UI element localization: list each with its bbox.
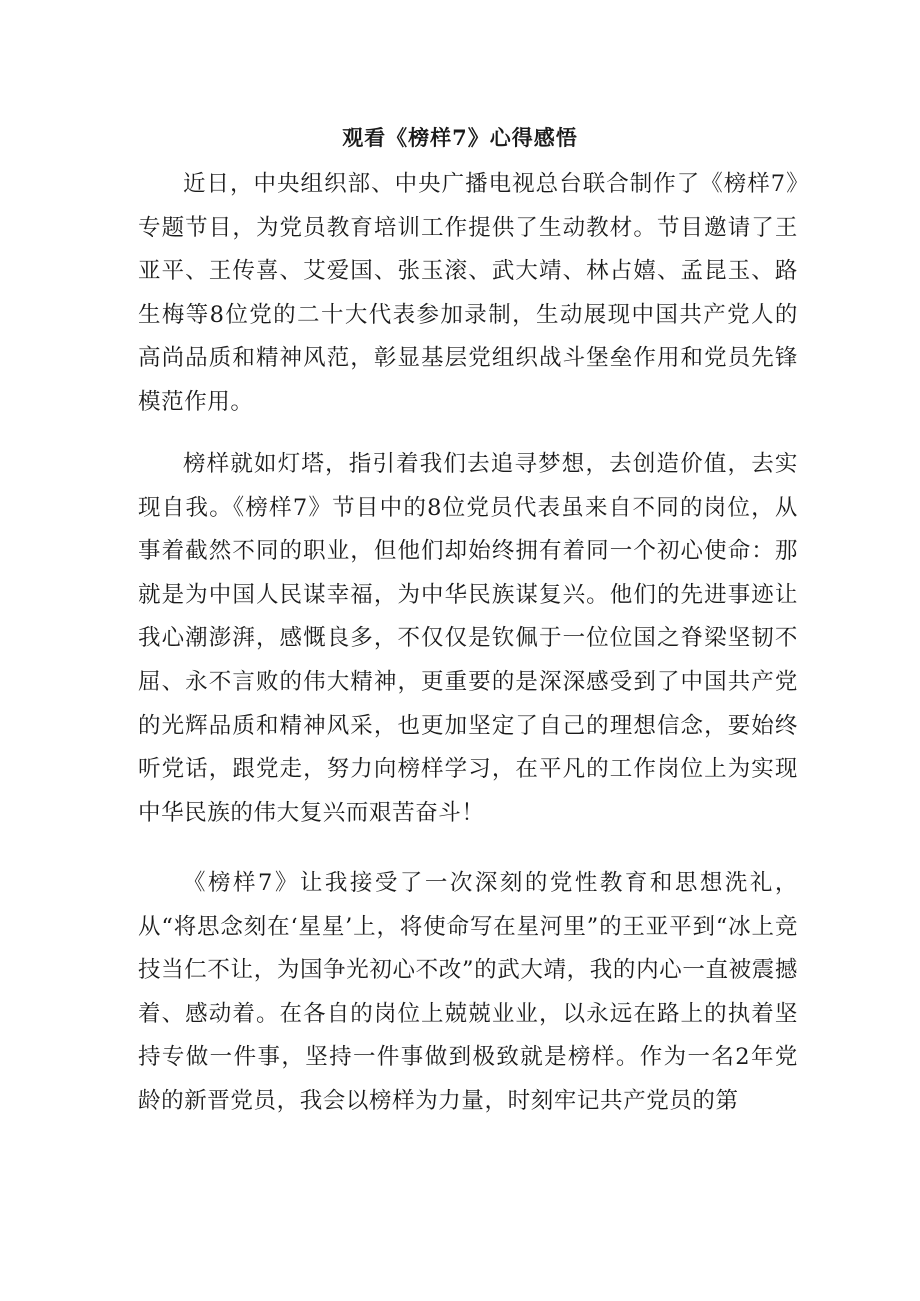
paragraph-role-models: 榜样就如灯塔，指引着我们去追寻梦想，去创造价值，去实现自我。《榜样7》节目中的8位党员代表虽来自不同的岗位，从事着截然不同的职业，但他们却始终拥有着同一个初心使命：那就是为中国人民谋幸福，为中华民族谋复兴。他们的先进事迹让我心潮澎湃，感慨良多，不仅仅是钦佩于一位位国之脊梁坚韧不屈、永不言败的伟大精神，更重要的是深深感受到了中国共产党的光辉品质和精神风采，也更加坚定了自己的理想信念，要始终听党话，跟党走，努力向榜样学习，在平凡的工作岗位上为实现中华民族的伟大复兴而艰苦奋斗！ <box>138 451 798 826</box>
paragraph-intro: 近日，中央组织部、中央广播电视总台联合制作了《榜样7》专题节目，为党员教育培训工作提供了生动教材。节目邀请了王亚平、王传喜、艾爱国、张玉滚、武大靖、林占嬉、孟昆玉、路生梅等8位党的二十大代表参加录制，生动展现中国共产党人的高尚品质和精神风范，彰显基层党组织战斗堡垒作用和党员先锋模范作用。 <box>138 171 798 415</box>
paragraph-reflection: 《榜样7》让我接受了一次深刻的党性教育和思想洗礼，从“将思念刻在‘星星’上，将使命写在星河里”的王亚平到“冰上竞技当仁不让，为国争光初心不改”的武大靖，我的内心一直被震撼着、感动着。在各自的岗位上兢兢业业，以永远在路上的执着坚持专做一件事，坚持一件事做到极致就是榜样。作为一名2年党龄的新晋党员，我会以榜样为力量，时刻牢记共产党员的第 <box>138 870 798 1114</box>
document-title: 观看《榜样7》心得感悟 <box>342 125 578 150</box>
